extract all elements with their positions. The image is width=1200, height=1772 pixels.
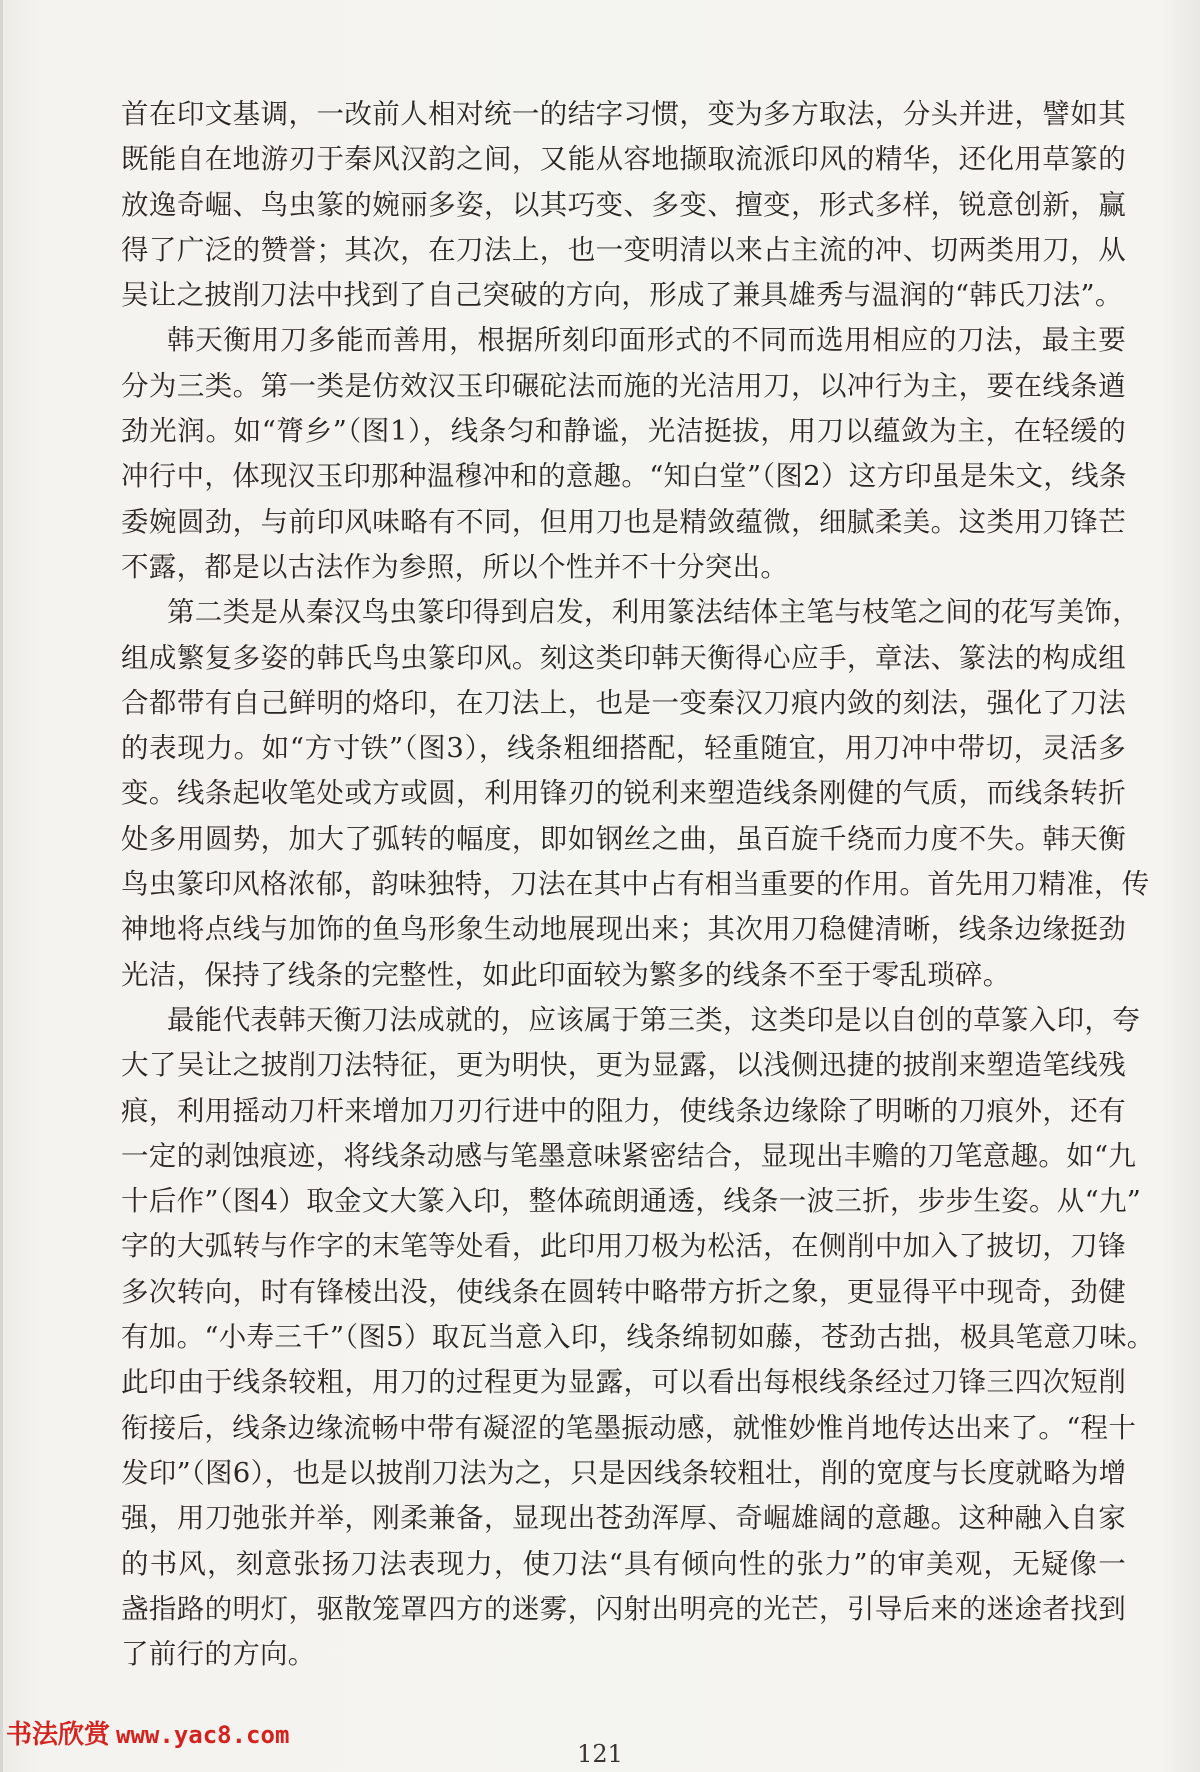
- text-line: 此印由于线条较粗，用刀的过程更为显露，可以看出每根线条经过刀锋三四次短削: [121, 1366, 1126, 1399]
- text-line: 盏指路的明灯，驱散笼罩四方的迷雾，闪射出明亮的光芒，引导后来的迷途者找到: [121, 1592, 1126, 1625]
- body-text: [121, 92, 1155, 1677]
- text-line: 不露，都是以古法作为参照，所以个性并不十分突出。: [121, 550, 789, 583]
- text-line: 既能自在地游刃于秦风汉韵之间，又能从容地撷取流派印风的精华，还化用草篆的: [121, 143, 1126, 176]
- text-line: 强，用刀弛张并举，刚柔兼备，显现出苍劲浑厚、奇崛雄阔的意趣。这种融入自家: [121, 1502, 1126, 1535]
- text-line: 最能代表韩天衡刀法成就的，应该属于第三类，这类印是以自创的草篆入印，夸: [167, 1003, 1140, 1036]
- text-line: 得了广泛的赞誉；其次，在刀法上，也一变明清以来占主流的冲、切两类用刀，从: [121, 233, 1126, 266]
- text-line: 放逸奇崛、鸟虫篆的婉丽多姿，以其巧变、多变、擅变，形式多样，锐意创新，赢: [121, 188, 1126, 221]
- text-line: 韩天衡用刀多能而善用，根据所刻印面形式的不同而选用相应的刀法，最主要: [167, 324, 1126, 357]
- text-line: 变。线条起收笔处或方或圆，利用锋刃的锐利来塑造线条刚健的气质，而线条转折: [121, 777, 1126, 810]
- text-line: 鸟虫篆印风格浓郁，韵味独特，刀法在其中占有相当重要的作用。首先用刀精准，传: [121, 868, 1150, 901]
- text-line: 劲光润。如“膂乡”（图1），线条匀和静谧，光洁挺拔，用刀以蕴敛为主，在轻缓的: [121, 415, 1126, 448]
- text-line: 吴让之披削刀法中找到了自己突破的方向，形成了兼具雄秀与温润的“韩氏刀法”。: [121, 279, 1123, 312]
- text-line: 大了吴让之披削刀法特征，更为明快，更为显露，以浅侧迅捷的披削来塑造笔线残: [121, 1049, 1126, 1082]
- text-line: 字的大弧转与作字的末笔等处看，此印用刀极为松活，在侧削中加入了披切，刀锋: [121, 1230, 1126, 1263]
- watermark-label: 书法欣赏: [6, 1720, 111, 1750]
- text-line: 第二类是从秦汉鸟虫篆印得到启发，利用篆法结体主笔与枝笔之间的花写美饰，: [167, 596, 1140, 629]
- text-line: 有加。“小寿三千”（图5）取瓦当意入印，线条绵韧如藤，苍劲古拙，极具笔意刀味。: [121, 1321, 1155, 1354]
- text-line: 首在印文基调，一改前人相对统一的结字习惯，变为多方取法，分头并进，譬如其: [121, 98, 1126, 130]
- text-line: 发印”（图6），也是以披削刀法为之，只是因线条较粗壮，削的宽度与长度就略为增: [121, 1456, 1127, 1489]
- text-line: 的书风，刻意张扬刀法表现力，使刀法“具有倾向性的张力”的审美观，无疑像一: [121, 1547, 1126, 1580]
- text-line: 冲行中，体现汉玉印那种温穆冲和的意趣。“知白堂”（图2）这方印虽是朱文，线条: [121, 460, 1127, 493]
- text-line: 痕，利用摇动刀杆来增加刀刃行进中的阻力，使线条边缘除了明晰的刀痕外，还有: [121, 1094, 1126, 1127]
- text-line: 组成繁复多姿的韩氏鸟虫篆印风。刻这类印韩天衡得心应手，章法、篆法的构成组: [121, 641, 1126, 674]
- text-line: 光洁，保持了线条的完整性，如此印面较为繁多的线条不至于零乱琐碎。: [121, 958, 1011, 991]
- text-line: 多次转向，时有锋棱出没，使线条在圆转中略带方折之象，更显得平中现奇，劲健: [121, 1275, 1126, 1308]
- text-line: 一定的剥蚀痕迹，将线条动感与笔墨意味紧密结合，显现出丰赡的刀笔意趣。如“九: [121, 1139, 1137, 1172]
- watermark-url: www.yac8.com: [116, 1721, 290, 1749]
- text-line: 委婉圆劲，与前印风味略有不同，但用刀也是精敛蕴微，细腻柔美。这类用刀锋芒: [121, 505, 1126, 538]
- page-number: 121: [577, 1740, 623, 1768]
- text-line: 分为三类。第一类是仿效汉玉印碾砣法而施的光洁用刀，以冲行为主，要在线条遒: [121, 369, 1126, 402]
- text-line: 十后作”（图4）取金文大篆入印，整体疏朗通透，线条一波三折，步步生姿。从“九”: [121, 1185, 1142, 1218]
- text-line: 处多用圆势，加大了弧转的幅度，即如钢丝之曲，虽百旋千绕而力度不失。韩天衡: [121, 822, 1126, 855]
- text-line: 衔接后，线条边缘流畅中带有凝涩的笔墨振动感，就惟妙惟肖地传达出来了。“程十: [121, 1411, 1137, 1444]
- text-line: 神地将点线与加饰的鱼鸟形象生动地展现出来；其次用刀稳健清晰，线条边缘挺劲: [121, 913, 1126, 946]
- text-line: 合都带有自己鲜明的烙印，在刀法上，也是一变秦汉刀痕内敛的刻法，强化了刀法: [121, 686, 1126, 719]
- binding-edge: [0, 0, 3, 1772]
- text-line: 的表现力。如“方寸铁”（图3），线条粗细搭配，轻重随宜，用刀冲中带切，灵活多: [121, 732, 1126, 765]
- text-line: 了前行的方向。: [121, 1638, 316, 1671]
